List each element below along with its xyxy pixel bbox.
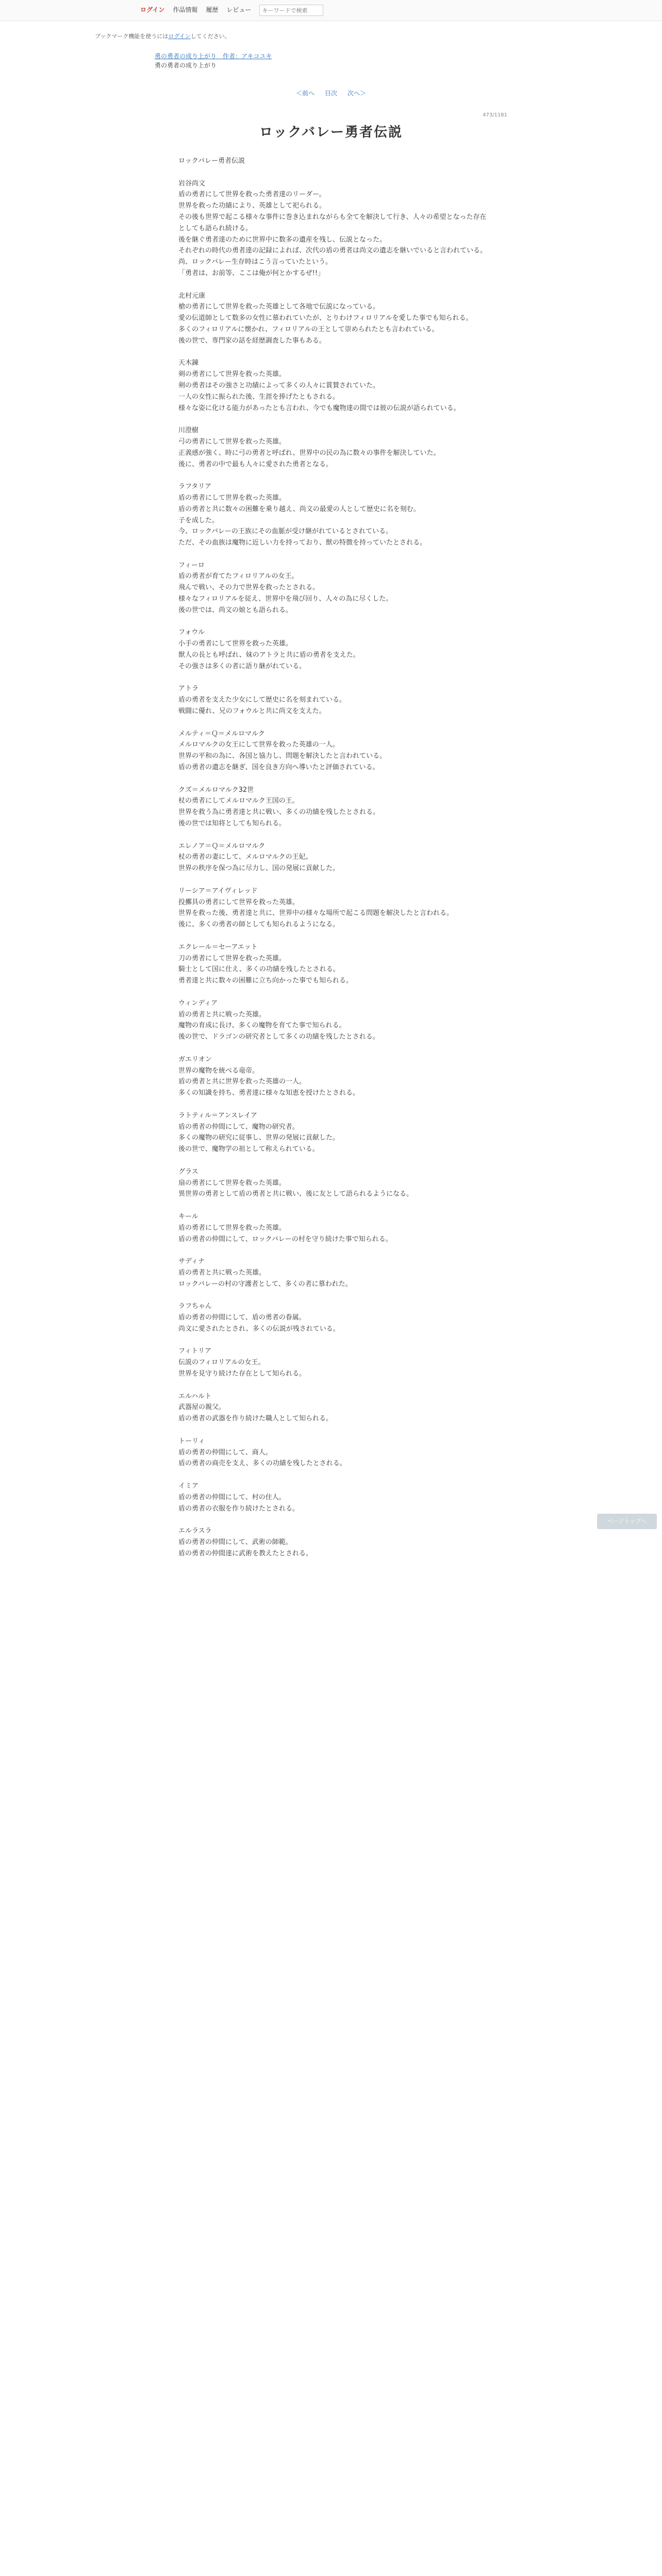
- paragraph: キール 盾の勇者にして世界を救った英雄。 盾の勇者の仲間にして、ロックバレーの村を守り続けた事で知られる。: [178, 1212, 392, 1243]
- top-nav: [140, 5, 323, 16]
- toc-link[interactable]: 目次: [324, 90, 337, 97]
- paragraph: クズ＝メルロマルク32世 杖の勇者にしてメルロマルク王国の王。 世界を救う為に勇者達と共に戦い、多くの功績を残したとされる。 後の世では知将としても知られる。: [178, 786, 380, 828]
- paragraph: リーシア＝アイヴィレッド 投擲具の勇者にして世界を救った英雄。 世界を救った後、勇者達と共に、世界中の様々な場所で起こる問題を解決したと言われる。 後に、多くの勇者の師としても知られるようになる。: [178, 887, 454, 929]
- paragraph: フォウル 小手の勇者にして世界を救った英雄。 獣人の長とも呼ばれ、妹のアトラと共に盾の勇者を支えた。 その強さは多くの者に語り継がれている。: [178, 629, 360, 670]
- notice-prefix: ブックマーク機能を使うには: [95, 33, 169, 40]
- next-link[interactable]: 次へ＞: [347, 90, 366, 97]
- series-subtitle: 勇の勇者の成り上がり: [155, 62, 217, 69]
- paragraph: ウィンディア 盾の勇者と共に戦った英雄。 魔物の育成に長け、多くの魔物を育てた事で知られる。 後の世で、ドラゴンの研究者として多くの功績を残したとされる。: [178, 999, 379, 1041]
- paragraph: エレノア＝Ｑ＝メルロマルク 杖の勇者の妻にして、メルロマルクの王妃。 世界の秩序を保つ為に尽力し、国の発展に貢献した。: [178, 842, 340, 873]
- paragraph: アトラ 盾の勇者を支えた少女にして歴史に名を刻まれている。 戦闘に優れ、兄のフォウルと共に尚文を支えた。: [178, 685, 346, 716]
- paragraph: ラトティル＝アンスレイア 盾の勇者の仲間にして、魔物の研究者。 多くの魔物の研究に従事し、世界の発展に貢献した。 後の世で、魔物学の祖として称えられている。: [178, 1111, 340, 1154]
- nav-works[interactable]: 作品情報: [173, 6, 198, 14]
- notice-login-link[interactable]: ログイン: [168, 33, 191, 40]
- prev-link[interactable]: ＜前へ: [296, 90, 315, 97]
- pager: [0, 89, 662, 99]
- series-link[interactable]: 勇の勇者の成り上がり 作者：アキコユキ: [155, 53, 272, 60]
- chapter-counter: 473/1181: [483, 112, 507, 118]
- paragraph: トーリィ 盾の勇者の仲間にして、商人。 盾の勇者の商売を支え、多くの功績を残したとされる。: [178, 1437, 346, 1468]
- paragraph: エルラスラ 盾の勇者の仲間にして、武術の師範。 盾の勇者の仲間達に武術を教えたとされる。: [178, 1527, 313, 1557]
- nav-review[interactable]: レビュー: [226, 6, 252, 14]
- page-top-button[interactable]: ページトップへ: [597, 1514, 657, 1529]
- paragraph: ガエリオン 世界の魔物を統べる竜帝。 盾の勇者と共に世界を救った英雄の一人。 多くの知識を持ち、勇者達に様々な知恵を授けたとされる。: [178, 1055, 360, 1097]
- paragraph: 岩谷尚文 盾の勇者にして世界を救った勇者達のリーダー。 世界を救った功績により、英雄として祀られる。 その後も世界で起こる様々な事件に巻き込まれながらも全てを解決して行き、人々の希望となった存在としても語られ続ける。 後を継ぐ勇者達のために世界中に数多の遺産を残し、伝説となった。 それぞれの時代の勇者達の記録によれば、次代の盾の勇者は尚文の遺志を継いでいると言われている。 尚、ロックバレー生存時はこう言っていたという。 「勇者は、お前等、ここは俺が何とかするぜ!!」: [178, 179, 487, 277]
- login-link[interactable]: ログイン: [140, 6, 165, 14]
- paragraph: エルハルト 武器屋の親父。 盾の勇者の武器を作り続けた職人として知られる。: [178, 1392, 333, 1423]
- series-info: [155, 52, 272, 70]
- paragraph: ラフちゃん 盾の勇者の仲間にして、盾の勇者の眷属。 尚文に愛されたとされ、多くの伝説が残されている。: [178, 1302, 340, 1333]
- bookmark-notice: [95, 32, 230, 41]
- paragraph: エクレール＝セーアエット 刀の勇者にして世界を救った英雄。 騎士として国に仕え、多くの功績を残したとされる。 勇者達と共に数々の困難に立ち向かった事でも知られる。: [178, 943, 353, 985]
- chapter-body: [178, 156, 493, 1570]
- paragraph: サディナ 盾の勇者と共に戦った英雄。 ロックバレーの村の守護者として、多くの者に慕われた。: [178, 1258, 352, 1288]
- chapter-title: ロックバレー勇者伝説: [259, 125, 403, 140]
- nav-history[interactable]: 履歴: [206, 6, 219, 14]
- paragraph: フィーロ 盾の勇者が育てたフィロリアルの女王。 飛んで戦い、その力で世界を救ったとされる。 様々なフィロリアルを従え、世界中を飛び回り、人々の為に尽くした。 後の世では、尚文の娘とも語られる。: [178, 561, 393, 614]
- top-bar: [0, 0, 662, 21]
- paragraph: 川澄樹 弓の勇者にして世界を救った英雄。 正義感が強く、時に弓の勇者と呼ばれ、世界中の民の為に数々の事件を解決していた。 後に、勇者の中で最も人々に愛された勇者となる。: [178, 427, 440, 468]
- paragraph: 北村元康 槍の勇者にして世界を救った英雄として各地で伝説になっている。 愛の伝道師として数多の女性に慕われていたが、とりわけフィロリアルを愛した事でも知られる。 多くのフィロリアルに懐かれ、フィロリアルの王として崇められたとも言われている。 後の世で、専門家の話を経歴調査した事もある。: [178, 292, 473, 345]
- paragraph: 天木錬 剣の勇者にして世界を救った英雄。 剣の勇者はその強さと功績によって多くの人々に賞賛されていた。 一人の女性に振られた後、生涯を捧げたともされる。 様々な姿に化ける能力があったとも言われ、今でも魔物達の間では彼の伝説が語られている。: [178, 359, 460, 412]
- paragraph: グラス 扇の勇者にして世界を救った英雄。 異世界の勇者として盾の勇者と共に戦い、後に友として語られるようになる。: [178, 1167, 413, 1198]
- paragraph: フィトリア 伝説のフィロリアルの女王。 世界を見守り続けた存在として知られる。: [178, 1347, 306, 1378]
- paragraph: イミア 盾の勇者の仲間にして、村の住人。 盾の勇者の衣服を作り続けたとされる。: [178, 1482, 300, 1513]
- search-input[interactable]: [259, 5, 323, 16]
- paragraph: メルティ＝Ｑ＝メルロマルク メルロマルクの女王にして世界を救った英雄の一人。 世界の平和の為に、各国と協力し、問題を解決したと言われている。 盾の勇者の遺志を継ぎ、国を良き方向へ導いたと評価されている。: [178, 730, 387, 772]
- notice-suffix: してください。: [190, 33, 230, 40]
- paragraph: ロックバレー勇者伝説: [178, 157, 245, 165]
- paragraph: ラフタリア 盾の勇者にして世界を救った英雄。 盾の勇者と共に数々の困難を乗り越え、尚文の最愛の人として歴史に名を刻む。 子を成した。 今、ロックバレーの王族にその血脈が受け継がれているとされている。 ただ、その血族は魔物に近しい力を持っており、獣の特徴を持っていたとされる。: [178, 483, 427, 547]
